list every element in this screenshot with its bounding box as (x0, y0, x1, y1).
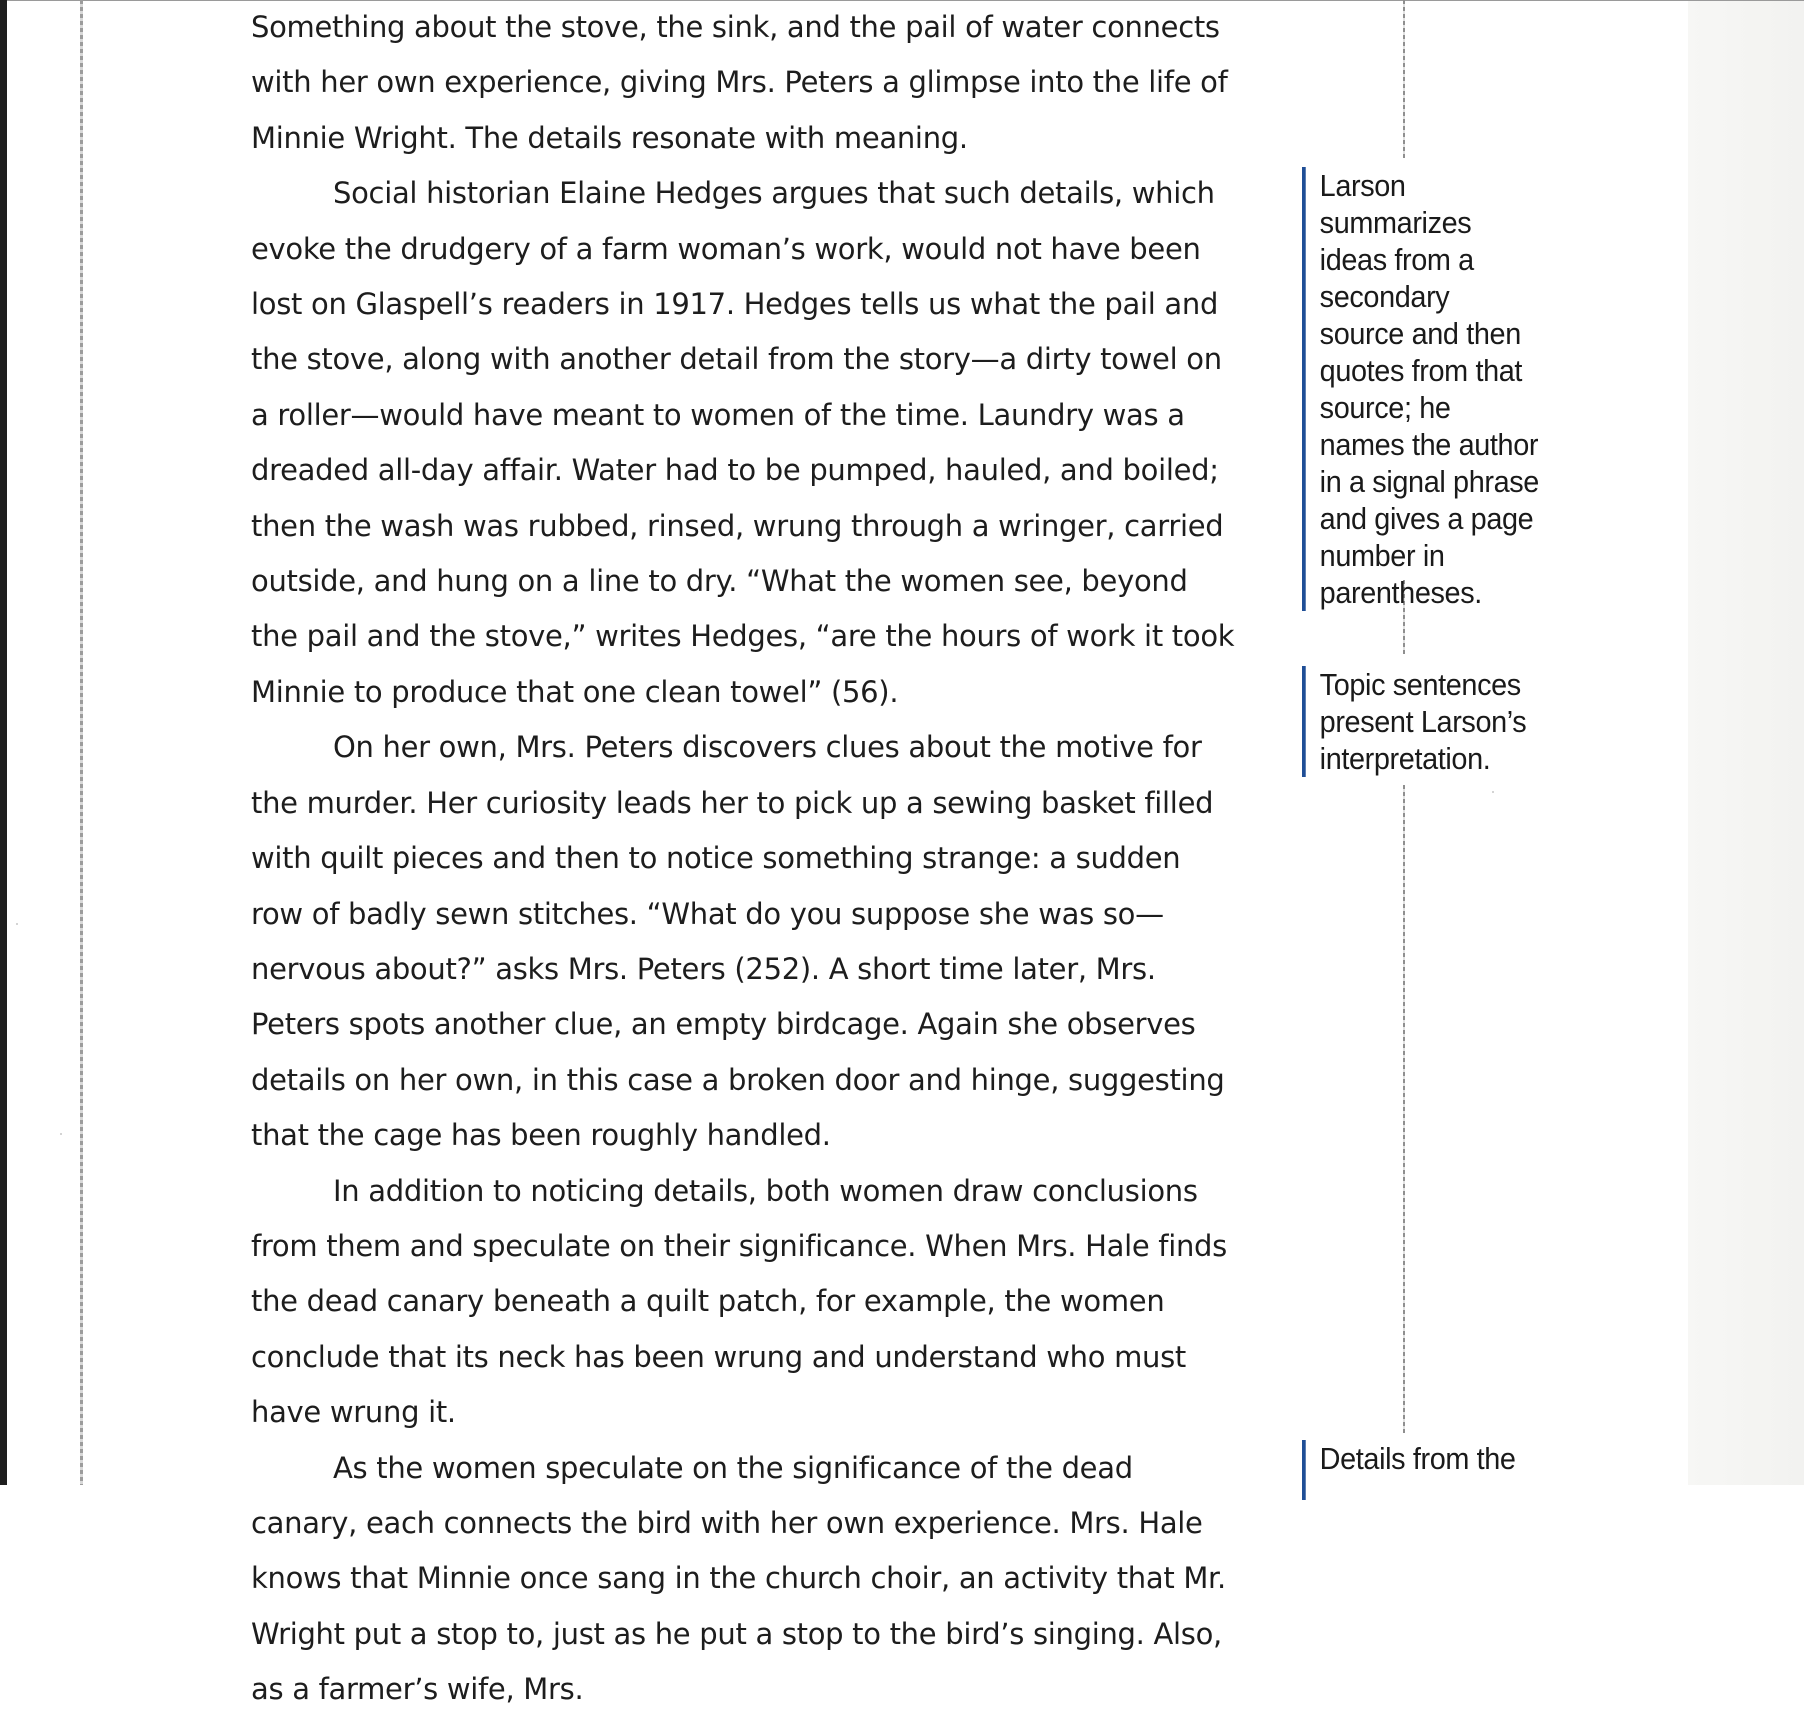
body-paragraph: Social historian Elaine Hedges argues that such details, which evoke the drudgery of a farm woman’s work, would not have been lost on Glaspell’s readers in 1917. Hedges tells us what the pail and the stove, along with another detail from the story—a dirty towel on a roller—would have meant to women of the time. Laundry was a dreaded all-day affair. Water had to be pumped, hauled, and boiled; then the wash was rubbed, rinsed, wrung through a wringer, carried outside, and hung on a line to dry. “What the women see, beyond the pail and the stove,” writes Hedges, “are the hours of work it took Minnie to produce that one clean towel” (56). (251, 176, 1235, 709)
left-margin-rule (80, 0, 83, 1485)
body-paragraph: In addition to noticing details, both women draw conclusions from them and speculate on their significance. When Mrs. Hale finds the dead canary beneath a quilt patch, for example, the women conclude that its neck has been wrung and understand who must have wrung it. (251, 1173, 1227, 1430)
right-margin-rule-segment (1403, 785, 1405, 1433)
body-paragraph: On her own, Mrs. Peters discovers clues about the motive for the murder. Her curiosity leads her to pick up a sewing basket filled with quilt pieces and then to notice something strange: a sudden row of badly sewn stitches. “What do you suppose she was so—nervous about?” asks Mrs. Peters (252). A short time later, Mrs. Peters spots another clue, an empty birdcage. Again she observes details on her own, in this case a broken door and hinge, suggesting that the cage has been roughly handled. (251, 730, 1225, 1153)
right-margin-rule-segment (1403, 0, 1405, 158)
scan-speck (1492, 791, 1494, 793)
margin-annotation-topic-sentences: Topic sentences present Larson’s interpretation. (1302, 666, 1539, 777)
body-paragraph: As the women speculate on the significance of the dead canary, each connects the bird with her own experience. Mrs. Hale knows that Minnie once sang in the church choir, an activity that Mr. Wright put a stop to, just as he put a stop to the bird’s singing. Also, as a farmer’s wife, Mrs. (251, 1450, 1226, 1707)
scan-speck (16, 923, 18, 925)
window-left-edge (0, 0, 7, 1485)
body-paragraph: Something about the stove, the sink, and the pail of water connects with her own experience, giving Mrs. Peters a glimpse into the life of Minnie Wright. The details resonate with meaning. (251, 10, 1228, 155)
scan-speck (60, 1133, 62, 1135)
essay-body (251, 0, 1241, 1718)
page-right-edge (1688, 0, 1804, 1485)
margin-annotation-source: Larson summarizes ideas from a secondary source and then quotes from that source; he names the author in a signal phrase and gives a page number in parentheses. (1302, 167, 1539, 611)
margin-annotation-details: Details from the (1302, 1440, 1539, 1500)
